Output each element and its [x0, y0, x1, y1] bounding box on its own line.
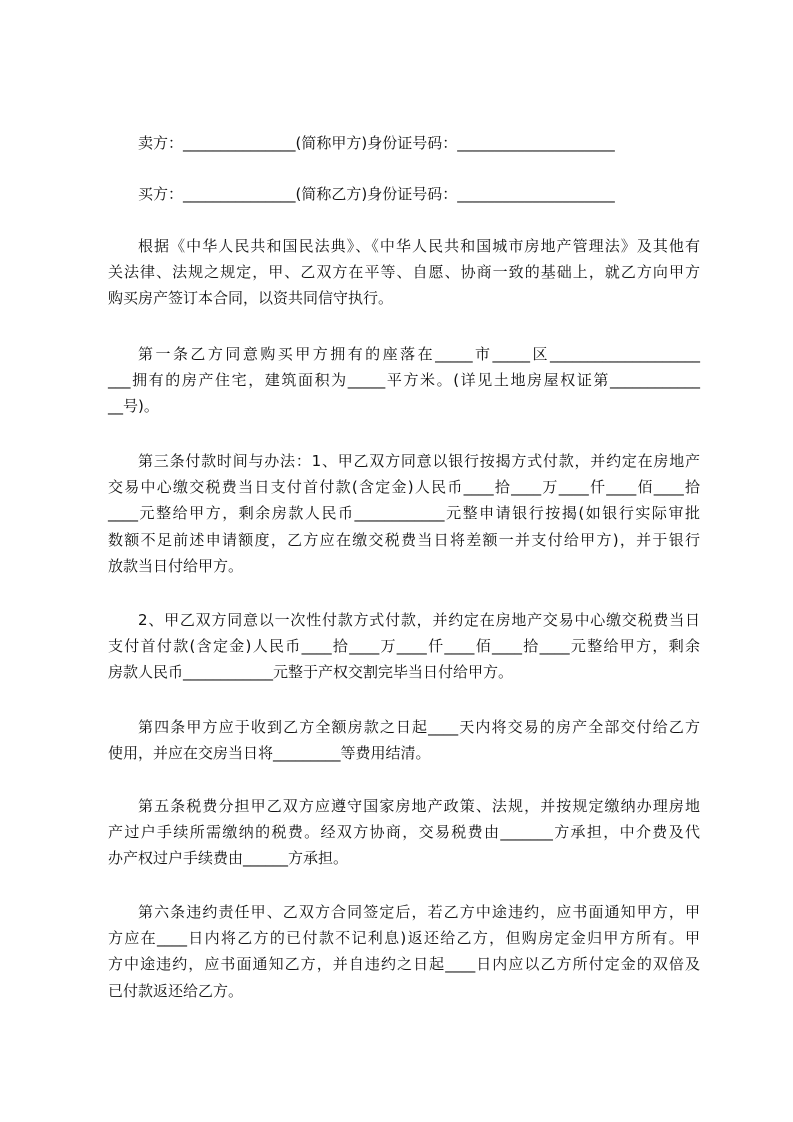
text-line: 放款当日付给甲方。 [108, 556, 244, 575]
text-line: 产过户手续所需缴纳的税费。经双方协商，交易税费由_______方承担，中介费及代 [108, 823, 700, 842]
article-6-paragraph [108, 899, 700, 1004]
text-line: 关法律、法规之规定，甲、乙双方在平等、自愿、协商一致的基础上，就乙方向甲方 [108, 263, 700, 282]
text-line: 根据《中华人民共和国民法典》、《中华人民共和国城市房地产管理法》及其他有 [138, 237, 700, 255]
text-line: 已付款返还给乙方。 [108, 981, 244, 1000]
article-5-paragraph [108, 793, 700, 872]
text-line: 第六条违约责任甲、乙双方合同签定后，若乙方中途违约，应书面通知甲方，甲 [138, 903, 700, 921]
text-line: 交易中心缴交税费当日支付首付款(含定金)人民币____拾____万____仟____佰____拾 [108, 478, 700, 497]
text-line: 第三条付款时间与办法：1、甲乙双方同意以银行按揭方式付款，并约定在房地产 [138, 452, 700, 470]
text-line: 第一条乙方同意购买甲方拥有的座落在_____市_____区____________________ [138, 345, 700, 363]
preamble-paragraph [108, 233, 700, 312]
text-line: 办产权过户手续费由______方承担。 [108, 849, 349, 868]
text-line: 卖方：_______________(简称甲方)身份证号码：_____________________ [138, 134, 615, 152]
text-line: 房款人民币____________元整于产权交割完毕当日付给甲方。 [108, 663, 514, 682]
article-4-paragraph [108, 714, 700, 766]
text-line: 使用，并应在交房当日将_________等费用结清。 [108, 744, 431, 763]
seller-line [108, 130, 700, 156]
text-line: 方应在____日内将乙方的已付款不记利息)返还给乙方，但购房定金归甲方所有。甲 [108, 929, 700, 948]
article-3-clause-2-paragraph [108, 607, 700, 686]
text-line: 第四条甲方应于收到乙方全额房款之日起____天内将交易的房产全部交付给乙方 [138, 718, 700, 736]
text-line: ____元整给甲方，剩余房款人民币____________元整申请银行按揭(如银行实际审批 [108, 504, 700, 523]
text-line: ___拥有的房产住宅，建筑面积为_____平方米。(详见土地房屋权证第____________ [108, 371, 700, 390]
buyer-line [108, 181, 700, 207]
text-line: __号)。 [108, 397, 159, 416]
text-line: 方中途违约，应书面通知乙方，并自违约之日起____日内应以乙方所付定金的双倍及 [108, 955, 700, 974]
text-line: 支付首付款(含定金)人民币____拾____万____仟____佰____拾____元整给甲方，剩余 [108, 637, 700, 656]
text-line: 买方：_______________(简称乙方)身份证号码：_____________________ [138, 185, 615, 203]
text-line: 2、甲乙双方同意以一次性付款方式付款，并约定在房地产交易中心缴交税费当日 [138, 611, 700, 629]
text-line: 购买房产签订本合同，以资共同信守执行。 [108, 289, 394, 308]
text-line: 第五条税费分担甲乙双方应遵守国家房地产政策、法规，并按规定缴纳办理房地 [138, 797, 700, 815]
article-1-paragraph [108, 341, 700, 420]
article-3-clause-1-paragraph [108, 448, 700, 579]
text-line: 数额不足前述申请额度，乙方应在缴交税费当日将差额一并支付给甲方)，并于银行 [108, 530, 700, 549]
